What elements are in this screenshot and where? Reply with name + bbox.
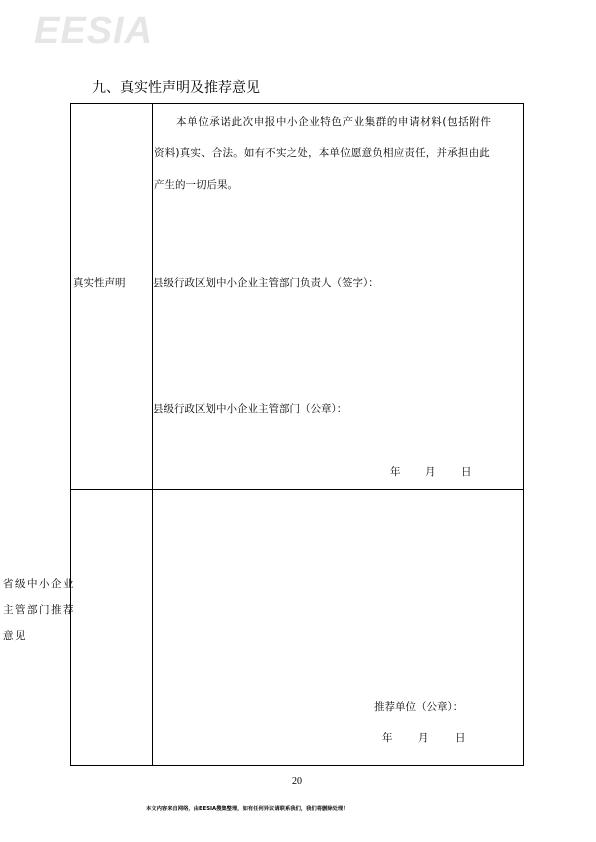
- date-month-label: 月: [425, 466, 436, 478]
- recommending-unit-seal-line: 推荐单位（公章）：: [374, 701, 464, 713]
- responsible-person-signature-line: 县级行政区划中小企业主管部门负责人（签字）：: [153, 277, 379, 289]
- declaration-paragraph-line-3: 产生的一切后果。: [154, 179, 238, 191]
- footer-disclaimer: 本文内容来自网络，由EESIA搜集整理，如有任何异议请联系我们，我们将删除处理！: [146, 806, 349, 812]
- rec-date-year-label: 年: [382, 732, 393, 744]
- declaration-label-cell: [71, 104, 153, 490]
- recommendation-label: [3, 571, 75, 649]
- page-number: 20: [292, 776, 302, 787]
- declaration-paragraph-line-2: 资料)真实、合法。如有不实之处，本单位愿意负相应责任，并承担由此: [154, 147, 490, 159]
- date-day-label: 日: [461, 466, 472, 478]
- recommendation-label-line-2: 主管部门推荐: [3, 604, 75, 616]
- rec-date-day-label: 日: [455, 732, 466, 744]
- declaration-row: [71, 104, 524, 490]
- declaration-paragraph-line-1: 本单位承诺此次申报中小企业特色产业集群的申请材料(包括附件: [176, 116, 492, 128]
- eesia-logo: EESIA: [34, 10, 154, 52]
- recommendation-label-line-3: 意见: [3, 630, 27, 642]
- recommendation-label-line-1: 省级中小企业: [3, 578, 75, 590]
- rec-date-month-label: 月: [418, 732, 429, 744]
- declaration-form-table: [70, 103, 524, 766]
- recommendation-content-cell: [153, 490, 524, 766]
- declaration-content-cell: [153, 104, 524, 490]
- recommendation-row: [71, 490, 524, 766]
- section-title: 九、真实性声明及推荐意见: [92, 80, 260, 96]
- declaration-label: 真实性声明: [73, 277, 126, 289]
- county-seal-line: 县级行政区划中小企业主管部门（公章）：: [153, 403, 348, 415]
- recommendation-label-cell: [71, 490, 153, 766]
- date-year-label: 年: [390, 466, 401, 478]
